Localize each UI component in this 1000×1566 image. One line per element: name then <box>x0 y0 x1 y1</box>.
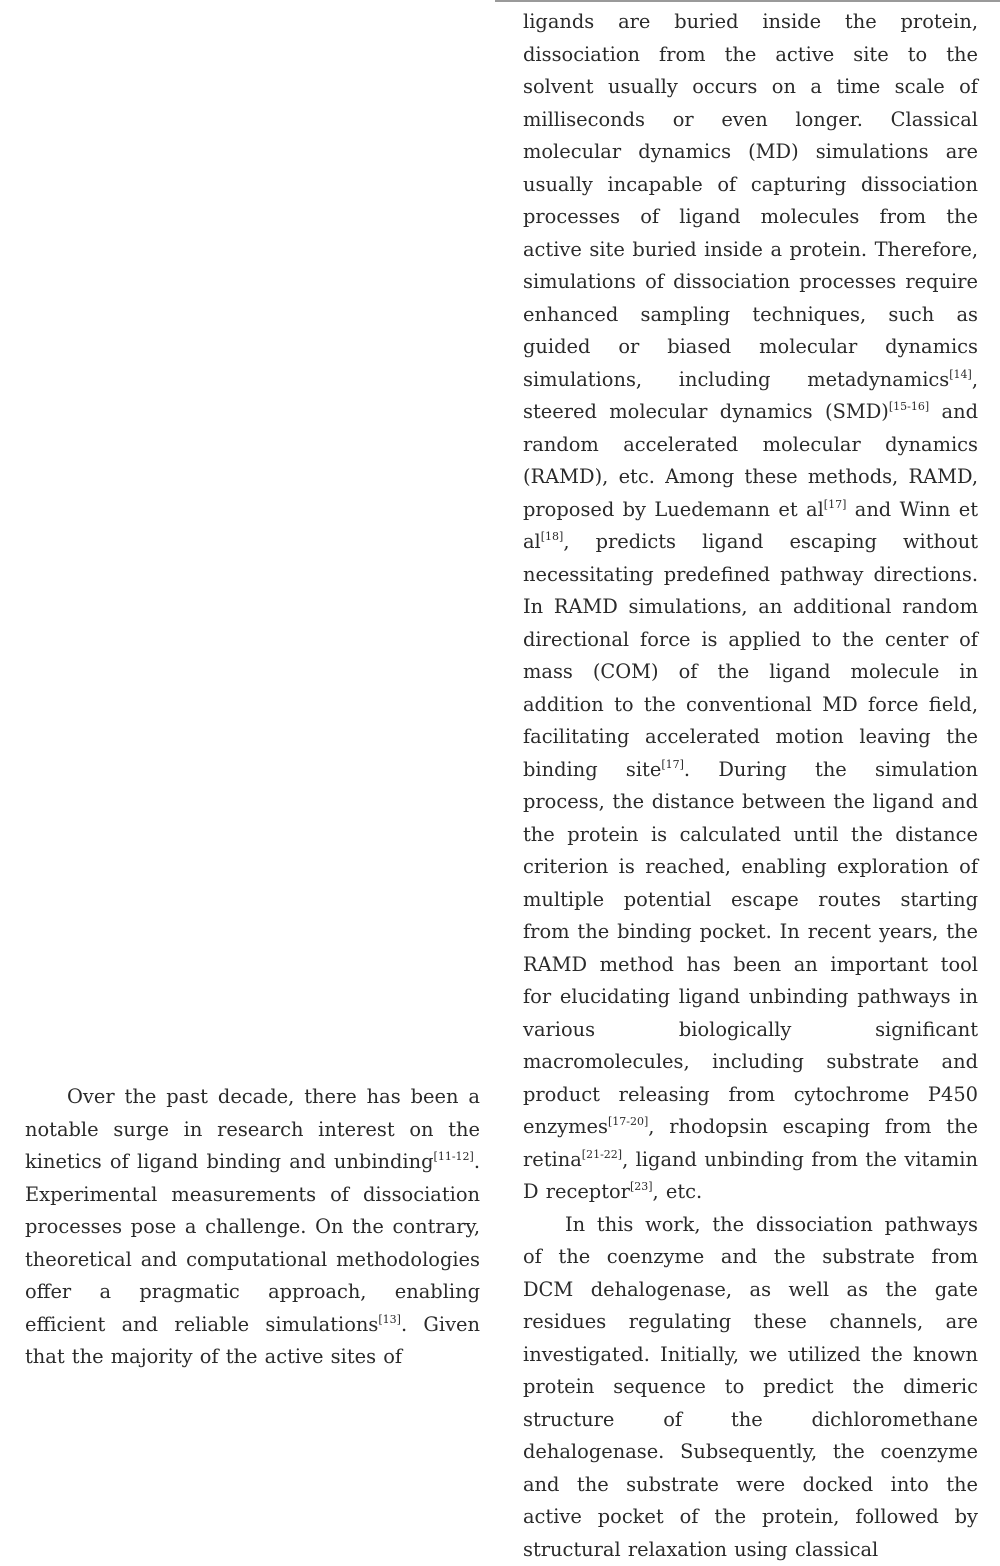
text-run: , ligand unbinding from the vitamin D receptor <box>523 1148 978 1204</box>
citation: [11-12] <box>434 1150 474 1163</box>
citation: [13] <box>378 1313 401 1326</box>
paragraph-intro-kinetics <box>25 1081 480 1374</box>
text-run: , steered molecular dynamics (SMD) <box>523 368 978 424</box>
text-run: , predicts ligand escaping without necessitating predefined pathway directions. In RAMD simulations, an additional random directional force is applied to the center of mass (COM) of the ligand molecule in addition to the conventional MD force field, facilitating accelerated motion leaving the binding site <box>523 530 978 781</box>
text-run: Over the past decade, there has been a notable surge in research interest on the kinetics of ligand binding and unbinding <box>25 1085 480 1173</box>
paragraph-this-work <box>523 1209 978 1566</box>
citation: [21-22] <box>582 1148 622 1161</box>
citation: [17-20] <box>608 1115 648 1128</box>
text-run: . Given that the majority of the active sites of <box>25 1313 480 1369</box>
right-column <box>523 6 978 1566</box>
text-run: ligands are buried inside the protein, dissociation from the active site to the solvent usually occurs on a time scale of milliseconds or even longer. Classical molecular dynamics (MD) simulations are usually incapable of capturing dissociation processes of ligand molecules from the active site buried inside a protein. Therefore, simulations of dissociation processes require enhanced sampling techniques, such as guided or biased molecular dynamics simulations, including metadynamics <box>523 10 978 391</box>
text-run: . Experimental measurements of dissociation processes pose a challenge. On the contrary, theoretical and computational methodologies offer a pragmatic approach, enabling efficient and reliable simulations <box>25 1150 480 1336</box>
citation: [14] <box>949 368 972 381</box>
citation: [18] <box>541 530 564 543</box>
text-run: , etc. <box>653 1180 703 1203</box>
citation: [17] <box>824 498 847 511</box>
left-column <box>25 1081 480 1374</box>
text-run: In this work, the dissociation pathways of the coenzyme and the substrate from DCM dehalogenase, as well as the gate residues regulating these channels, are investigated. Initially, we utilized the known protein sequence to predict the dimeric structure of the dichloromethane dehalogenase. Subsequently, the coenzyme and the substrate were docked into the active pocket of the protein, followed by structural relaxation using classical <box>523 1213 978 1561</box>
header-rule <box>495 0 1000 2</box>
text-run: . During the simulation process, the distance between the ligand and the protein is calculated until the distance criterion is reached, enabling exploration of multiple potential escape routes starting from the binding pocket. In recent years, the RAMD method has been an important tool for elucidating ligand unbinding pathways in various biologically significant macromolecules, including substrate and product releasing from cytochrome P450 enzymes <box>523 758 978 1139</box>
text-run: and random accelerated molecular dynamics (RAMD), etc. Among these methods, RAMD, proposed by Luedemann et al <box>523 400 978 521</box>
citation: [23] <box>630 1180 653 1193</box>
citation: [17] <box>661 758 684 771</box>
text-run: , rhodopsin escaping from the retina <box>523 1115 978 1171</box>
paragraph-ramd-methods <box>523 6 978 1209</box>
citation: [15-16] <box>889 400 929 413</box>
text-run: and Winn et al <box>523 498 978 554</box>
